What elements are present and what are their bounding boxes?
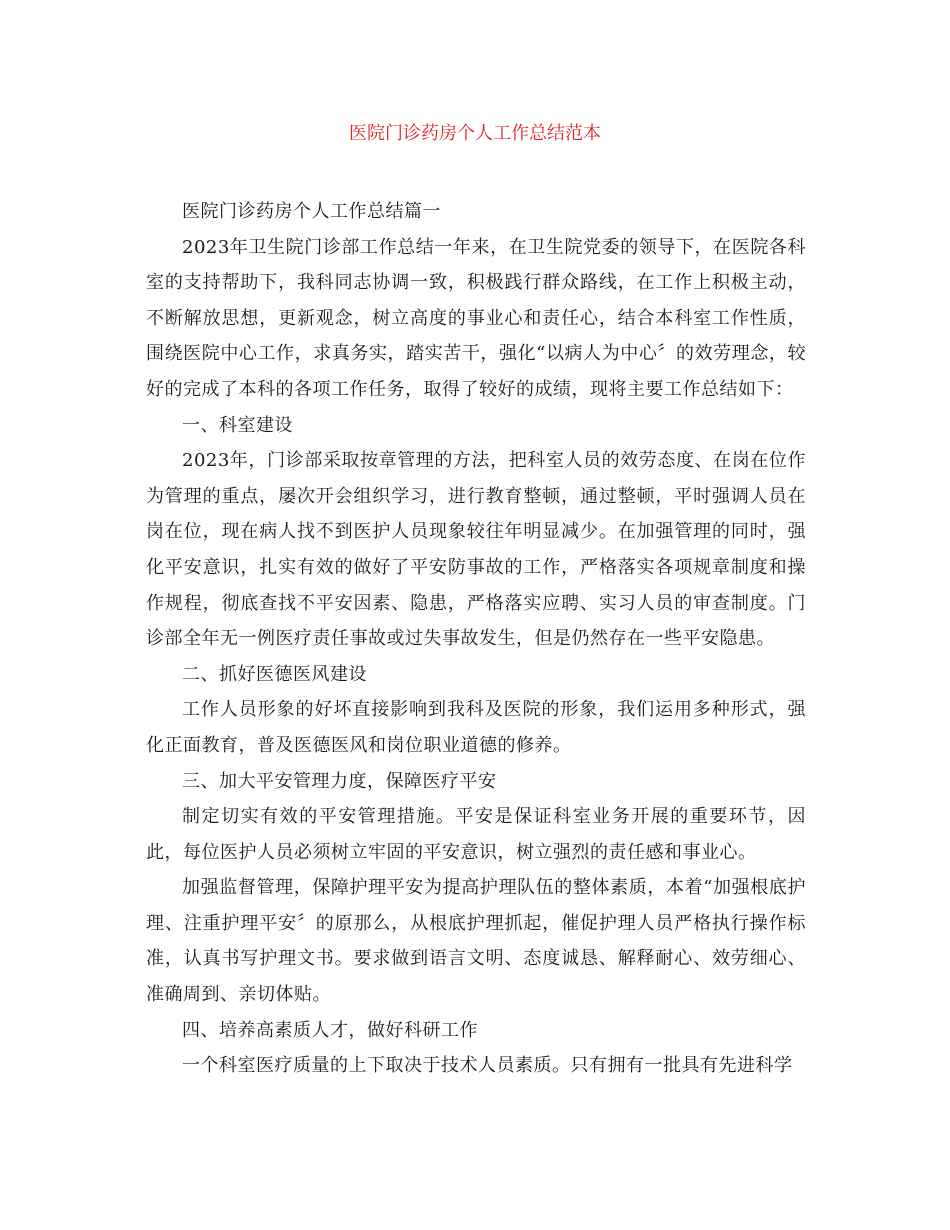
section-heading-safety-management: 三、加大平安管理力度，保障医疗平安	[182, 770, 497, 792]
section-heading-talent-research: 四、培养高素质人才，做好科研工作	[182, 1019, 478, 1041]
safety-measures-paragraph: 制定切实有效的平安管理措施。平安是保证科室业务开展的重要环节，因此，每位医护人员必须树立牢固的平安意识，树立强烈的责任感和事业心。	[146, 806, 806, 863]
document-body	[146, 194, 806, 1084]
intro-paragraph: 2023年卫生院门诊部工作总结一年来，在卫生院党委的领导下，在医院各科室的支持帮助下，我科同志协调一致，积极践行群众路线，在工作上积极主动，不断解放思想，更新观念，树立高度的事业心和责任心，结合本科室工作性质，围绕医院中心工作，求真务实，踏实苦干，强化“以病人为中心〞的效劳理念，较好的完成了本科的各项工作任务，取得了较好的成绩，现将主要工作总结如下：	[146, 236, 806, 400]
medical-ethics-paragraph: 工作人员形象的好坏直接影响到我科及医院的形象，我们运用多种形式，强化正面教育，普及医德医风和岗位职业道德的修养。	[146, 699, 806, 756]
document-title: 医院门诊药房个人工作总结范本	[349, 123, 601, 144]
department-building-paragraph: 2023年，门诊部采取按章管理的方法，把科室人员的效劳态度、在岗在位作为管理的重点，屡次开会组织学习，进行教育整顿，通过整顿，平时强调人员在岗在位，现在病人找不到医护人员现象较往年明显减少。在加强管理的同时，强化平安意识，扎实有效的做好了平安防事故的工作，严格落实各项规章制度和操作规程，彻底查找不平安因素、隐患，严格落实应聘、实习人员的审查制度。门诊部全年无一例医疗责任事故或过失事故发生，但是仍然存在一些平安隐患。	[146, 450, 806, 650]
section-heading-medical-ethics: 二、抓好医德医风建设	[182, 663, 367, 685]
supervision-paragraph: 加强监督管理，保障护理平安为提高护理队伍的整体素质，本着“加强根底护理、注重护理平安〞的原那么，从根底护理抓起，催促护理人员严格执行操作标准，认真书写护理文书。要求做到语言文明、态度诚恳、解释耐心、效劳细心、准确周到、亲切体贴。	[146, 877, 806, 1006]
talent-research-paragraph: 一个科室医疗质量的上下取决于技术人员素质。只有拥有一批具有先进科学	[182, 1055, 793, 1077]
section-heading-department-building: 一、科室建设	[182, 414, 293, 436]
section-heading-part-one: 医院门诊药房个人工作总结篇一	[182, 201, 441, 222]
